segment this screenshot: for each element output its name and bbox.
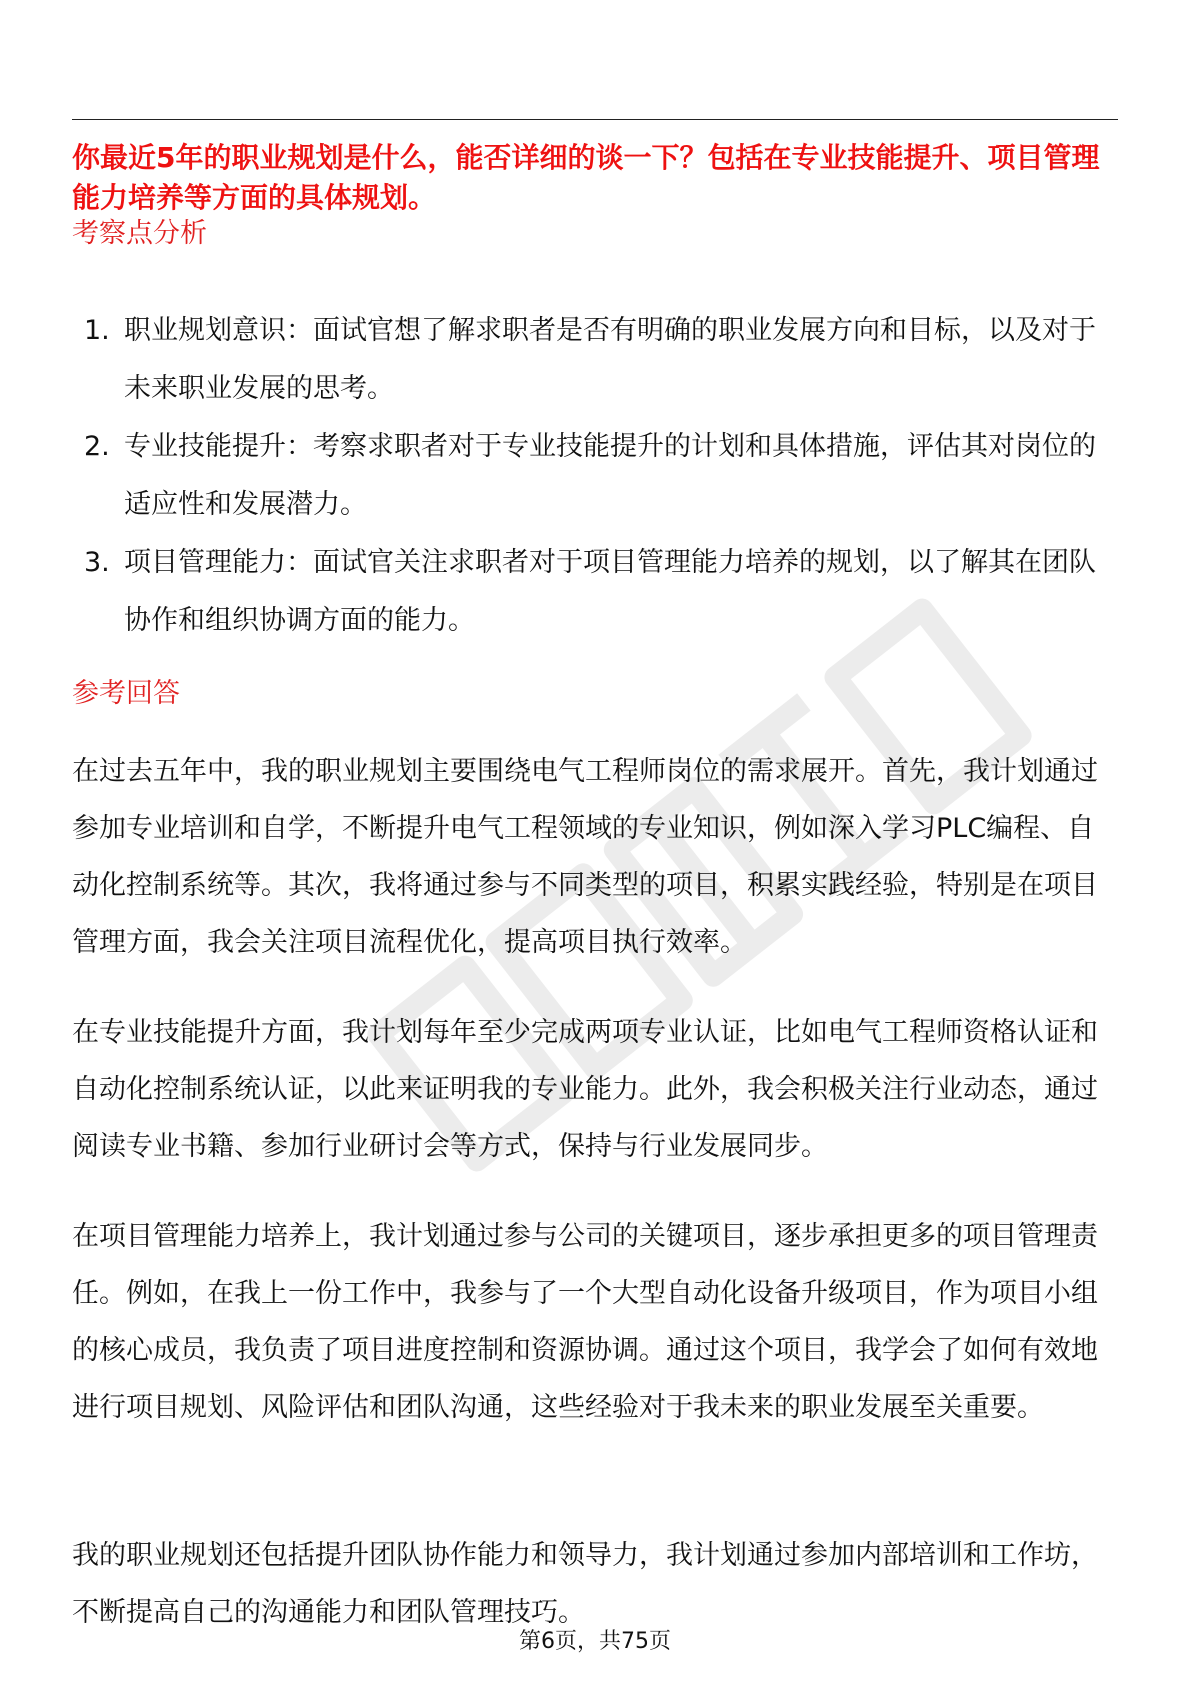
answer-paragraph: 在过去五年中，我的职业规划主要围绕电气工程师岗位的需求展开。首先，我计划通过参加专业培训和自学，不断提升电气工程领域的专业知识，例如深入学习PLC编程、自动化控制系统等。其次，我将通过参与不同类型的项目，积累实践经验，特别是在项目管理方面，我会关注项目流程优化，提高项目执行效率。	[72, 756, 1098, 958]
answer-title: 参考回答	[72, 678, 180, 709]
answer-paragraph: 在项目管理能力培养上，我计划通过参与公司的关键项目，逐步承担更多的项目管理责任。例如，在我上一份工作中，我参与了一个大型自动化设备升级项目，作为项目小组的核心成员，我负责了项目进度控制和资源协调。通过这个项目，我学会了如何有效地进行项目规划、风险评估和团队沟通，这些经验对于我未来的职业发展至关重要。	[72, 1221, 1098, 1423]
page-footer: 第6页，共75页	[519, 1629, 671, 1654]
list-item-text: 专业技能提升：考察求职者对于专业技能提升的计划和具体措施，评估其对岗位的适应性和发展潜力。	[124, 431, 1096, 520]
list-item	[72, 418, 1118, 534]
analysis-title: 考察点分析	[72, 218, 207, 249]
analysis-list	[72, 302, 1118, 650]
list-item-number: 1.	[84, 315, 110, 346]
list-item-text: 职业规划意识：面试官想了解求职者是否有明确的职业发展方向和目标，以及对于未来职业发展的思考。	[124, 315, 1096, 404]
list-item-number: 3.	[84, 547, 110, 578]
list-item	[72, 534, 1118, 650]
question-text: 你最近5年的职业规划是什么，能否详细的谈一下？包括在专业技能提升、项目管理能力培养等方面的具体规划。	[72, 141, 1100, 214]
header-rule	[72, 119, 1118, 120]
list-item	[72, 302, 1118, 418]
list-item-number: 2.	[84, 431, 110, 462]
list-item-text: 项目管理能力：面试官关注求职者对于项目管理能力培养的规划，以了解其在团队协作和组织协调方面的能力。	[124, 547, 1096, 636]
answer-paragraph: 我的职业规划还包括提升团队协作能力和领导力，我计划通过参加内部培训和工作坊，不断提高自己的沟通能力和团队管理技巧。	[72, 1540, 1098, 1628]
answer-paragraph: 在专业技能提升方面，我计划每年至少完成两项专业认证，比如电气工程师资格认证和自动化控制系统认证，以此来证明我的专业能力。此外，我会积极关注行业动态，通过阅读专业书籍、参加行业研讨会等方式，保持与行业发展同步。	[72, 1017, 1098, 1162]
